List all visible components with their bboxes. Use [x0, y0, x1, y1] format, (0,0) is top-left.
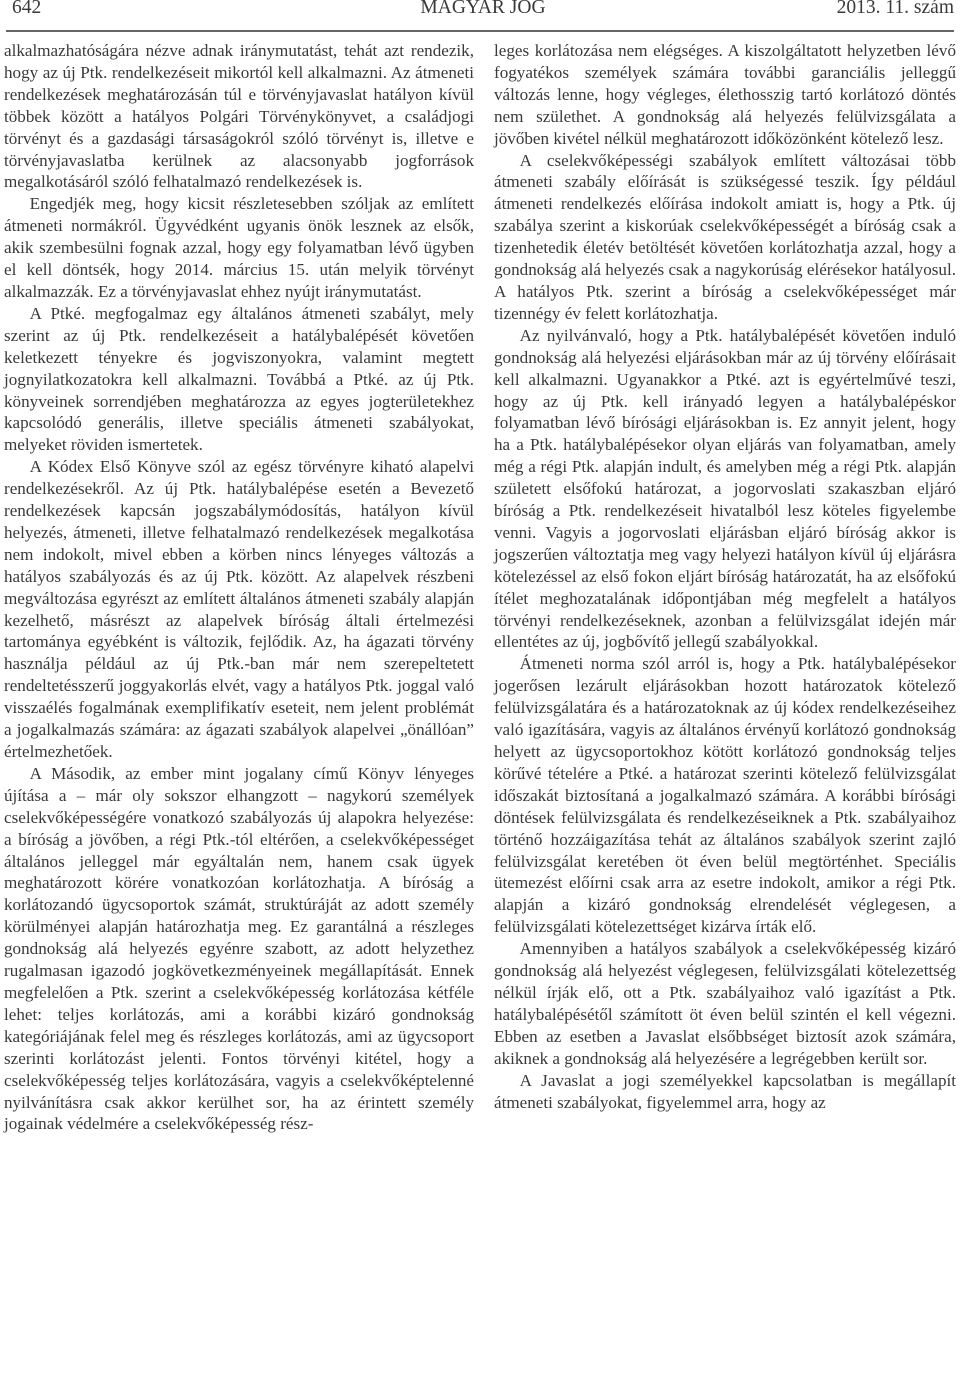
paragraph: leges korlátozása nem elégséges. A kiszolgáltatott helyzetben lévő fogyatékos személyek számára további garanciális jelleggű változás lenne, hogy végleges, élethosszig tartó korlátozó döntés nem születhet. A gondnokság alá helyezés felülvizsgálata a jövőben kivétel nélkül meghatározott időközönként kötelező lesz.: [494, 41, 956, 148]
paragraph: Engedjék meg, hogy kicsit részletesebben szóljak az említett átmeneti normákról. Ügyvédként ugyanis önök lesznek az elsők, akik szembesülni fognak azzal, hogy egy folyamatban lévő ügyben el kell döntsék, hogy 2014. március 15. után melyik törvényt alkalmazzák. Ez a törvényjavaslat ehhez nyújt iránymutatást.: [4, 194, 474, 301]
paragraph: Az nyilvánvaló, hogy a Ptk. hatálybalépését követően induló gondnokság alá helyezési eljárásokban már az új törvény előírásait kell alkalmazni. Ugyanakkor a Ptké. azt is egyértelművé teszi, hogy az új Ptk. kell irányadó legyen a hatálybalépéskor folyamatban lévő bírósági eljárásokban is. Ez annyit jelent, hogy ha a Ptk. hatálybalépésekor olyan eljárás van folyamatban, amely még a régi Ptk. alapján indult, és amelyben még a régi Ptk. alapján született elsőfokú határozat, a jogorvoslati szakaszban eljáró bíróság a Ptk. rendelkezéseit hivatalból lesz köteles figyelembe venni. Vagyis a jogorvoslati eljárásban eljáró bíróság akkor is jogszerűen változtatja meg vagy helyezi hatályon kívül új eljárásra kötelezéssel az első fokon eljárt bíróság határozatát, ha az elsőfokú ítélet meghozatalának időpontjában még megfelelt a hatályos törvényi rendelkezéseknek, azonban a felülvizsgálat idején már ellentétes az új, jogbővítő jellegű szabályokkal.: [494, 325, 956, 652]
paragraph: A Ptké. megfogalmaz egy általános átmeneti szabályt, mely szerint az új Ptk. rendelkezéseit a hatálybalépését követően keletkezett tényekre és jogviszonyokra, valamint megtett jognyilatkozatokra kell alkalmazni. Továbbá a Ptké. az új Ptk. könyveinek sorrendjében meghatározza az egyes jogterületekhez kapcsolódó generális, illetve speciális átmeneti szabályokat, melyeket röviden ismertetek.: [4, 303, 474, 455]
left-column: [4, 40, 474, 1135]
paragraph: A cselekvőképességi szabályok említett változásai több átmeneti szabály előírását is szükségessé teszik. Így például átmeneti rendelkezés előírása indokolt amiatt is, hogy a Ptk. új szabálya szerint a kiskorúak cselekvőképességét a bíróság csak a tizenhetedik életév betöltését követően korlátozhatja azzal, hogy a gondnokság alá helyezés csak a nagykorúság elérésekor hatályosul. A hatályos Ptk. szerint a bíróság a cselekvőképességet már tizennégy év felett korlátozhatja.: [494, 150, 956, 323]
right-column: [494, 40, 956, 1113]
paragraph: Amennyiben a hatályos szabályok a cselekvőképesség kizáró gondnokság alá helyezést véglegesen, felülvizsgálati kötelezettség nélkül írják elő, ott a Ptk. szabályaihoz való igazítást a Ptk. hatálybalépésétől számított öt éven belül szintén el kell végezni. Ebben az esetben a Javaslat elsőbbséget biztosít azok számára, akiknek a gondnokság alá helyezésére a legrégebben került sor.: [494, 939, 956, 1068]
paragraph: A Javaslat a jogi személyekkel kapcsolatban is megállapít átmeneti szabályokat, figyelemmel arra, hogy az: [494, 1070, 956, 1112]
paragraph: A Kódex Első Könyve szól az egész törvényre kiható alapelvi rendelkezésekről. Az új Ptk. hatálybalépése esetén a Bevezető rendelkezések kapcsán jogszabálymódosítás, hatályon kívül helyezés, átmeneti, illetve felhatalmazó rendelkezések megalkotása nem indokolt, mivel ebben a körben nincs lényeges változás a hatályos szabályozás és az új Ptk. között. Az alapelvek részbeni megváltozása egyrészt az említett általános átmeneti szabály alapján kezelhető, másrészt az alapelvek bíróság általi értelmezési tartománya egyébként is változik, fejlődik. Az, ha ágazati törvény használja például az új Ptk.-ban már nem szerepeltetett rendeltetésszerű joggyakorlás elvét, vagy a hatályos Ptk. joggal való visszaélés fogalmának exemplifikatív eseteit, nem jelent problémát a jogalkalmazás számára: az ágazati szabályok alapelvei „önállóan” értelmezhetőek.: [4, 457, 474, 761]
issue-number: 2013. 11. szám: [836, 0, 954, 18]
paragraph: alkalmazhatóságára nézve adnak iránymutatást, tehát azt rendezik, hogy az új Ptk. rendelkezéseit mikortól kell alkalmazni. Az átmeneti rendelkezések meghatározásán túl e törvényjavaslat hatályon kívül többek között a hatályos Polgári Törvénykönyvet, a családjogi törvényt és a gazdasági társaságokról szóló törvényt is, illetve e törvényjavaslatba kerülnek az alacsonyabb jogforrások megalkotásáról szóló felhatalmazó rendelkezések is.: [4, 41, 474, 192]
page-number: 642: [12, 0, 42, 18]
journal-title: MAGYAR JOG: [420, 0, 546, 18]
header-rule: [6, 30, 954, 32]
running-header: [12, 0, 954, 27]
paragraph: A Második, az ember mint jogalany című Könyv lényeges újítása a – már oly sokszor elhangzott – nagykorú személyek cselekvőképességére vonatkozó szabályozás új alapokra helyezése: a bíróság a jövőben, a régi Ptk.-tól eltérően, a cselekvőképességet általános jelleggel már egyáltalán nem, hanem csak ügyek meghatározott körére vonatkozóan korlátozhatja. A bíróság a korlátozandó ügycsoportok számát, struktúráját az adott személy körülményei alapján határozhatja meg. Ez garantálná a részleges gondnokság alá helyezés egyénre szabott, az adott helyzethez rugalmasan igazodó jogkövetkezményeinek megállapítását. Ennek megfelelően a Ptk. szerint a cselekvőképesség korlátozása kétféle lehet: teljes korlátozás, ami a korábbi kizáró gondnokság kategóriájának felel meg és részleges korlátozás, ami az ügycsoport szerinti korlátozást jelenti. Fontos törvényi kitétel, hogy a cselekvőképesség teljes korlátozására, vagyis a cselekvőképtelenné nyilvánításra csak akkor kerülhet sor, ha az érintett személy jogainak védelmére a cselekvőképesség rész-: [4, 763, 474, 1134]
paragraph: Átmeneti norma szól arról is, hogy a Ptk. hatálybalépésekor jogerősen lezárult eljárásokban hozott határozatok kötelező felülvizsgálatára és a határozatoknak az új kódex rendelkezéseihez való igazítására, vagyis az általános érvényű korlátozó gondnokság helyett az ügycsoportokhoz kötött korlátozó gondnokság teljes körűvé tételére a Ptké. a határozat szerinti kötelező felülvizsgálat időszakát biztosítaná a jogalkalmazó számára. A korábbi bírósági döntések felülvizsgálata és rendelkezéseiknek a Ptk. szabályaihoz történő hozzáigazítása tehát az általános szabályok szerint zajló felülvizsgálat keretében öt éven belül megtörténhet. Speciális ütemezést előírni csak arra az esetre indokolt, amikor a régi Ptk. alapján a kizáró gondnokság elrendelését véglegesen, a felülvizsgálati kötelezettséget kizárva írták elő.: [494, 654, 956, 937]
